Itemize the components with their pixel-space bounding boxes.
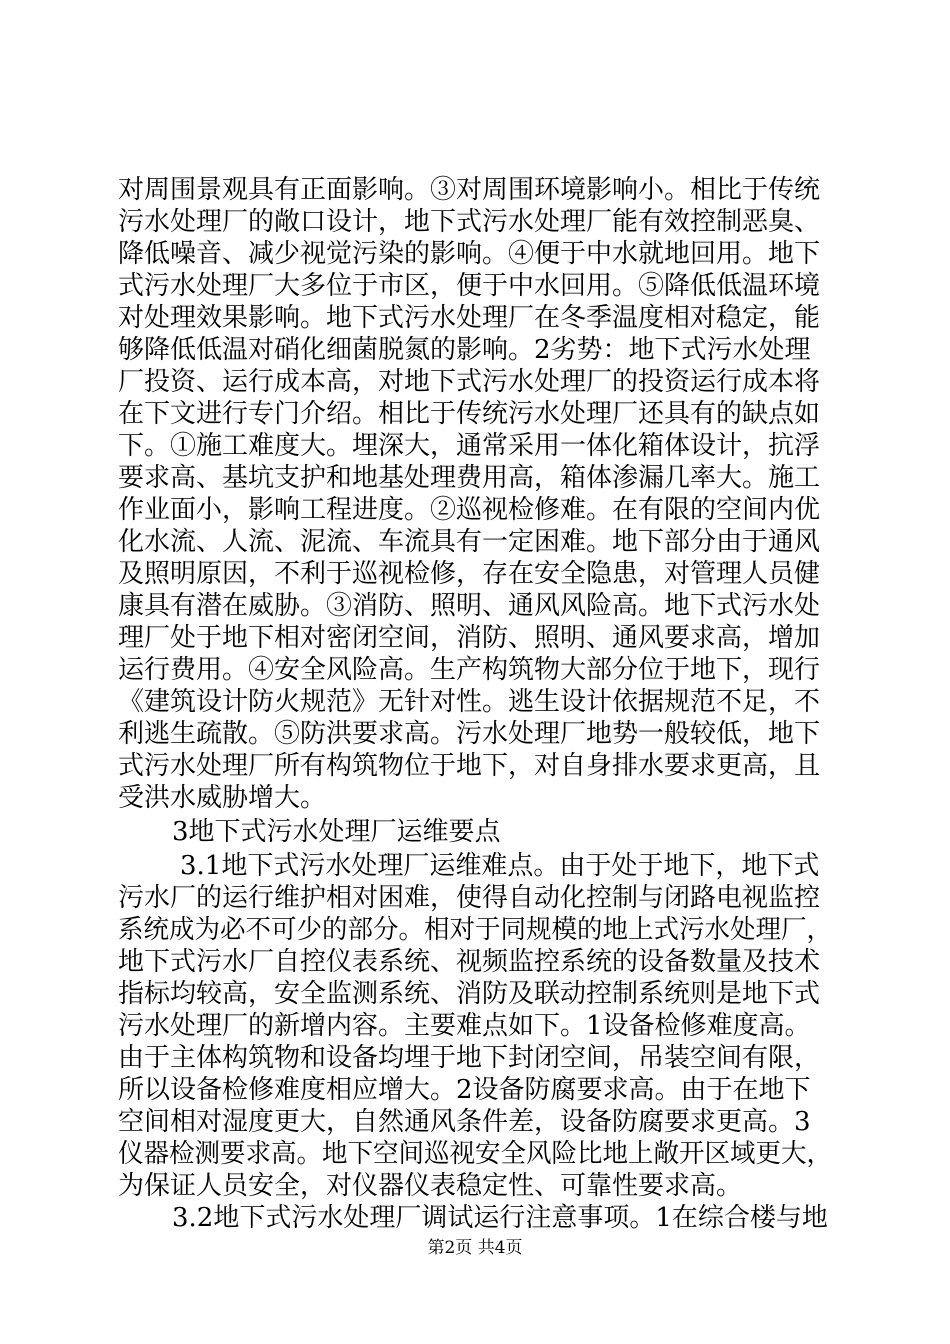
text-line: 化水流、人流、泥流、车流具有一定困难。地下部分由于通风	[118, 527, 821, 557]
text-line: 所以设备检修难度相应增大。2设备防腐要求高。由于在地下	[118, 1075, 811, 1105]
text-line: 污水处理厂的敞口设计，地下式污水处理厂能有效控制恶臭、	[118, 207, 821, 237]
text-line: 式污水处理厂所有构筑物位于地下，对自身排水要求更高，且	[118, 751, 821, 781]
text-line: 污水厂的运行维护相对困难，使得自动化控制与闭路电视监控	[118, 883, 821, 913]
text-line: 厂投资、运行成本高，对地下式污水处理厂的投资运行成本将	[118, 367, 821, 397]
text-line: 对周围景观具有正面影响。③对周围环境影响小。相比于传统	[118, 175, 821, 205]
text-line: 受洪水威胁增大。	[118, 783, 327, 813]
text-line: 要求高、基坑支护和地基处理费用高，箱体渗漏几率大。施工	[118, 463, 821, 493]
text-line: 为保证人员安全，对仪器仪表稳定性、可靠性要求高。	[118, 1171, 743, 1201]
text-line: 由于主体构筑物和设备均埋于地下封闭空间，吊装空间有限，	[118, 1043, 821, 1073]
text-line: 运行费用。④安全风险高。生产构筑物大部分位于地下，现行	[118, 655, 821, 685]
text-line: 指标均较高，安全监测系统、消防及联动控制系统则是地下式	[118, 979, 821, 1009]
text-line: 对处理效果影响。地下式污水处理厂在冬季温度相对稳定，能	[118, 303, 821, 333]
text-line: 在下文进行专门介绍。相比于传统污水处理厂还具有的缺点如	[118, 399, 821, 429]
text-line: 空间相对湿度更大，自然通风条件差，设备防腐要求更高。3	[118, 1107, 811, 1137]
text-line: 地下式污水厂自控仪表系统、视频监控系统的设备数量及技术	[118, 947, 821, 977]
section-heading: 3地下式污水处理厂运维要点	[172, 817, 501, 847]
text-line: 系统成为必不可少的部分。相对于同规模的地上式污水处理厂，	[118, 915, 833, 945]
text-line: 污水处理厂的新增内容。主要难点如下。1设备检修难度高。	[118, 1011, 811, 1041]
text-line: 下。①施工难度大。埋深大，通常采用一体化箱体设计，抗浮	[118, 431, 821, 461]
text-line: 及照明原因，不利于巡视检修，存在安全隐患，对管理人员健	[118, 559, 821, 589]
text-line: 利逃生疏散。⑤防洪要求高。污水处理厂地势一般较低，地下	[118, 719, 821, 749]
text-line: 康具有潜在威胁。③消防、照明、通风风险高。地下式污水处	[118, 591, 821, 621]
text-line: 3.1地下式污水处理厂运维难点。由于处于地下，地下式	[180, 851, 820, 881]
text-line: 作业面小，影响工程进度。②巡视检修难。在有限的空间内优	[118, 495, 821, 525]
text-line: 《建筑设计防火规范》无针对性。逃生设计依据规范不足，不	[118, 687, 821, 717]
page-footer: 第2页 共4页	[427, 1238, 523, 1258]
text-line: 理厂处于地下相对密闭空间，消防、照明、通风要求高，增加	[118, 623, 821, 653]
text-line: 式污水处理厂大多位于市区，便于中水回用。⑤降低低温环境	[118, 271, 821, 301]
text-line: 仪器检测要求高。地下空间巡视安全风险比地上敞开区域更大，	[118, 1139, 833, 1169]
text-line: 够降低低温对硝化细菌脱氮的影响。2劣势：地下式污水处理	[118, 335, 811, 365]
text-line: 3.2地下式污水处理厂调试运行注意事项。1在综合楼与地	[172, 1203, 828, 1233]
text-line: 降低噪音、减少视觉污染的影响。④便于中水就地回用。地下	[118, 239, 821, 269]
